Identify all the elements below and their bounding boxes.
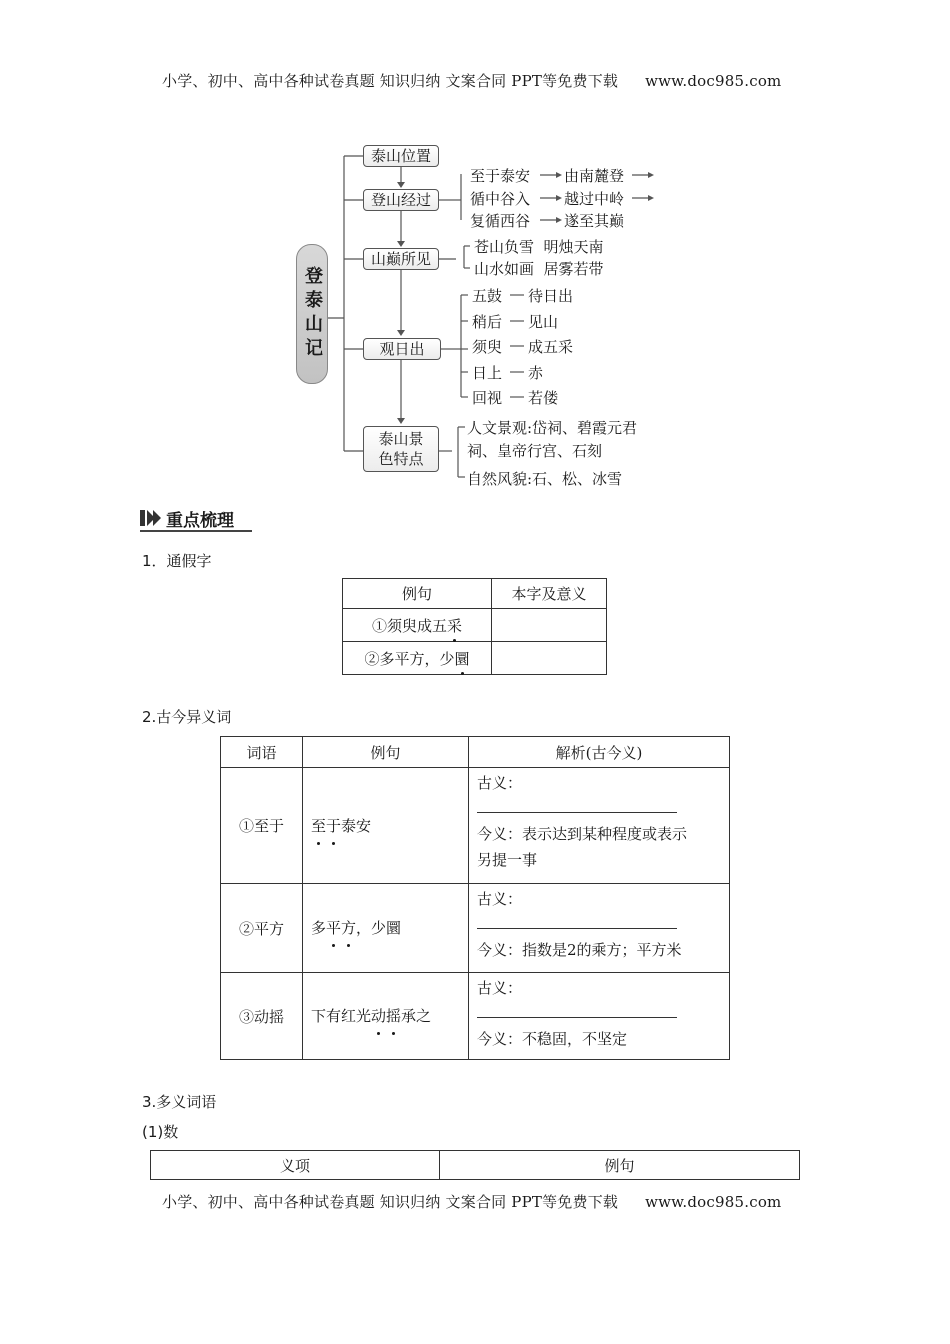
climb-step-b: 越过中岭 <box>564 190 625 208</box>
q2-example-text: 下有红光 <box>311 1007 372 1025</box>
sunrise-time: 稍后 <box>472 313 503 331</box>
q1-dotted-char: 圜 <box>454 649 470 668</box>
branch-features: 泰山景 色特点 <box>363 426 439 472</box>
q2-ancient-blank[interactable] <box>477 914 677 929</box>
page-footer <box>162 1191 781 1212</box>
climb-step-b: 由南麓登 <box>564 167 625 185</box>
q2-ancient-blank[interactable] <box>477 798 677 813</box>
sunrise-time: 须臾 <box>472 338 503 356</box>
q3-title: 3.多义词语 <box>142 1093 217 1111</box>
q2-word: ②平方 <box>221 884 303 973</box>
q1-header-meaning: 本字及意义 <box>492 579 607 609</box>
sunrise-time: 回视 <box>472 389 503 407</box>
q1-answer-cell[interactable] <box>492 642 607 675</box>
q2-modern-meaning: 今义：指数是2的乘方；平方米 <box>477 941 682 959</box>
feature-line: 人文景观:岱祠、碧霞元君 <box>467 419 638 437</box>
q2-example <box>303 884 469 973</box>
q1-title: 1．通假字 <box>142 552 212 570</box>
q2-example <box>303 768 469 884</box>
q1-row-example <box>343 609 492 642</box>
branch-summit: 山巅所见 <box>363 248 439 270</box>
q2-modern-meaning-cont: 另提一事 <box>477 851 538 869</box>
q2-word: ③动摇 <box>221 973 303 1060</box>
q2-modern-meaning: 今义：不稳固，不坚定 <box>477 1030 628 1048</box>
q2-header-example: 例句 <box>303 737 469 768</box>
q2-dotted-char: 方 <box>341 915 356 941</box>
q1-header-example: 例句 <box>343 579 492 609</box>
q2-example-text: 泰安 <box>341 816 372 835</box>
sunrise-time: 日上 <box>472 364 503 382</box>
section-title <box>140 506 234 530</box>
summit-view: 苍山负雪 明烛天南 <box>474 238 604 256</box>
q1-dotted-char: 采 <box>447 616 463 635</box>
q2-example-text: 多 <box>311 919 327 937</box>
q3-header-example: 例句 <box>440 1151 800 1180</box>
branch-sunrise: 观日出 <box>363 338 441 360</box>
q2-header-word: 词语 <box>221 737 303 768</box>
q1-example-text: ①须臾成五 <box>371 616 447 635</box>
footer-url[interactable]: www.doc985.com <box>645 1193 782 1211</box>
q2-dotted-char: 至 <box>311 813 326 839</box>
branch-location: 泰山位置 <box>363 145 439 167</box>
feature-line: 祠、皇帝行宫、石刻 <box>467 442 603 460</box>
sunrise-scene: 若偻 <box>528 389 559 407</box>
climb-step-a: 循中谷入 <box>470 190 531 208</box>
q2-word: ①至于 <box>221 768 303 884</box>
q3-header-sense: 义项 <box>151 1151 440 1180</box>
climb-step-a: 至于泰安 <box>470 167 531 185</box>
q1-table <box>342 578 607 675</box>
q2-example-text: ，少圜 <box>356 919 402 937</box>
q1-example-text: ②多平方，少 <box>364 649 455 668</box>
header-url[interactable]: www.doc985.com <box>645 72 782 90</box>
q2-dotted-char: 动 <box>371 1003 386 1029</box>
q2-modern-meaning: 今义：表示达到某种程度或表示 <box>477 825 688 843</box>
q1-row-example <box>343 642 492 675</box>
q2-analysis <box>469 973 730 1060</box>
climb-step-a: 复循西谷 <box>470 212 531 230</box>
mindmap-root: 登泰山记 <box>296 244 328 384</box>
q2-title: 2.古今异义词 <box>142 708 232 726</box>
sunrise-scene: 待日出 <box>528 287 574 305</box>
feature-line: 自然风貌:石、松、冰雪 <box>467 470 623 488</box>
q3-table <box>150 1150 800 1180</box>
q2-ancient-label: 古义： <box>477 979 523 997</box>
header-text: 小学、初中、高中各种试卷真题 知识归纳 文案合同 PPT等免费下载 <box>162 72 619 90</box>
sunrise-time: 五鼓 <box>472 287 503 305</box>
branch-climb: 登山经过 <box>363 189 439 211</box>
q2-analysis <box>469 768 730 884</box>
q2-example <box>303 973 469 1060</box>
section-marker-icon <box>140 508 162 528</box>
section-title-text: 重点梳理 <box>166 510 234 531</box>
q1-answer-cell[interactable] <box>492 609 607 642</box>
sunrise-scene: 成五采 <box>528 338 574 356</box>
q2-table <box>220 736 730 1060</box>
q2-dotted-char: 摇 <box>386 1003 401 1029</box>
q2-analysis <box>469 884 730 973</box>
q2-ancient-blank[interactable] <box>477 1003 677 1018</box>
sunrise-scene: 赤 <box>528 364 544 382</box>
q2-dotted-char: 平 <box>326 915 341 941</box>
footer-text: 小学、初中、高中各种试卷真题 知识归纳 文案合同 PPT等免费下载 <box>162 1193 619 1211</box>
q3-subtitle: (1)数 <box>142 1123 179 1141</box>
climb-step-b: 遂至其巅 <box>564 212 625 230</box>
q2-ancient-label: 古义： <box>477 774 523 792</box>
sunrise-scene: 见山 <box>528 313 559 331</box>
q2-header-analysis: 解析(古今义) <box>469 737 730 768</box>
q2-dotted-char: 于 <box>326 813 341 839</box>
q2-example-text: 承之 <box>401 1007 432 1025</box>
summit-view: 山水如画 居雾若带 <box>474 260 604 278</box>
section-underline <box>140 530 252 532</box>
q2-ancient-label: 古义： <box>477 890 523 908</box>
